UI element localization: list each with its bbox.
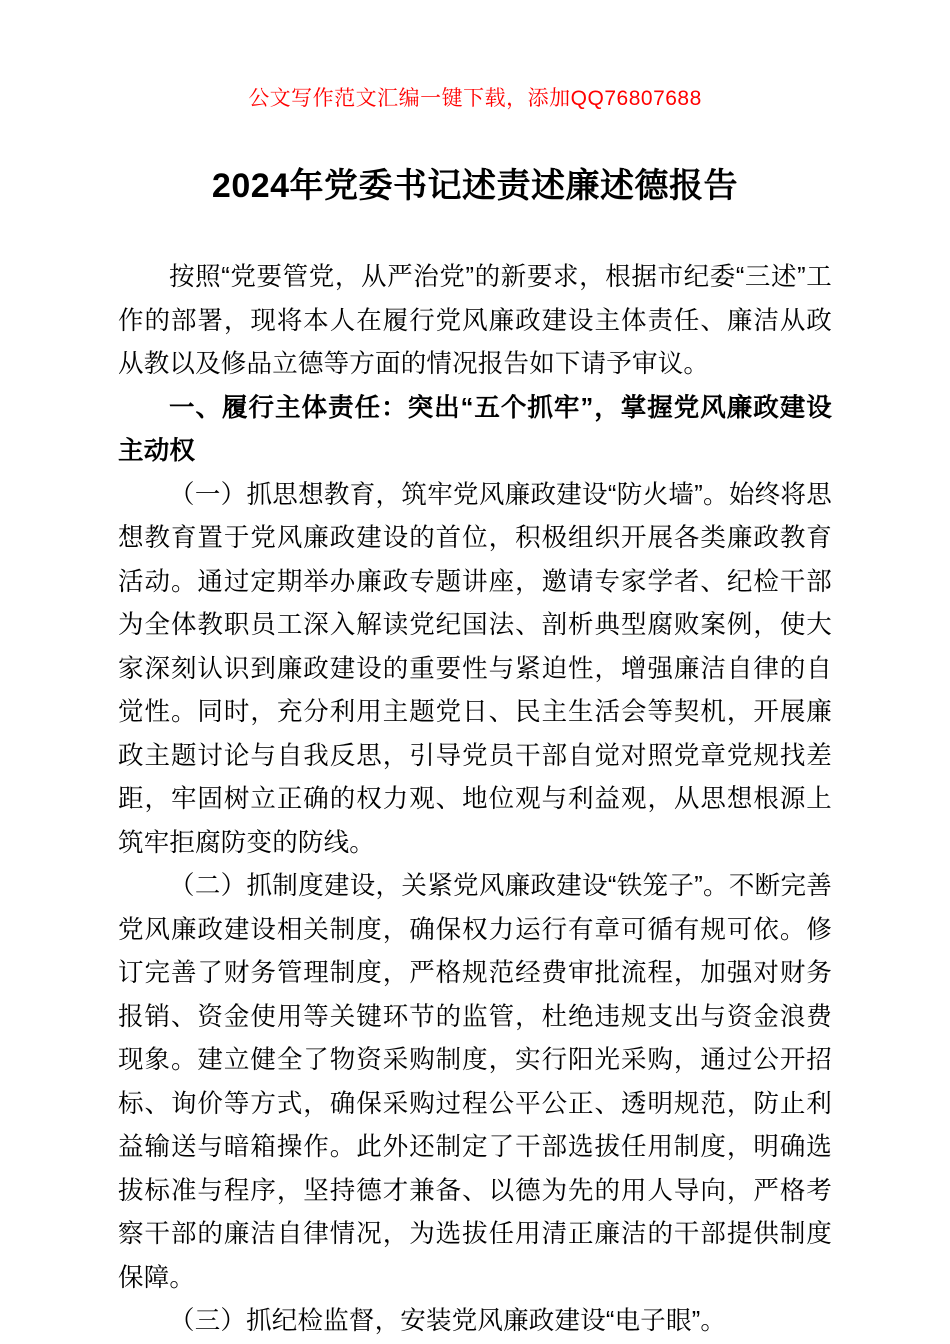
document-body	[118, 160, 832, 1344]
paragraph-section-1-2: （二）抓制度建设，关紧党风廉政建设“铁笼子”。不断完善党风廉政建设相关制度，确保权力运行有章可循有规可依。修订完善了财务管理制度，严格规范经费审批流程，加强对财务报销、资金使用等关键环节的监管，杜绝违规支出与资金浪费现象。建立健全了物资采购制度，实行阳光采购，通过公开招标、询价等方式，确保采购过程公平公正、透明规范，防止利益输送与暗箱操作。此外还制定了干部选拔任用制度，明确选拔标准与程序，坚持德才兼备、以德为先的用人导向，严格考察干部的廉洁自律情况，为选拔任用清正廉洁的干部提供制度保障。	[118, 872, 832, 1292]
watermark-text: 公文写作范文汇编一键下载，添加QQ76807688	[248, 87, 702, 110]
paragraph-intro: 按照“党要管党，从严治党”的新要求，根据市纪委“三述”工作的部署，现将本人在履行党风廉政建设主体责任、廉洁从政从教以及修品立德等方面的情况报告如下请予审议。	[118, 263, 832, 378]
paragraph-section-1-heading: 一、履行主体责任：突出“五个抓牢”，掌握党风廉政建设主动权	[118, 393, 832, 465]
page-title: 2024年党委书记述责述廉述德报告	[211, 167, 739, 205]
paragraph-section-1-1: （一）抓思想教育，筑牢党风廉政建设“防火墙”。始终将思想教育置于党风廉政建设的首位，积极组织开展各类廉政教育活动。通过定期举办廉政专题讲座，邀请专家学者、纪检干部为全体教职员工深入解读党纪国法、剖析典型腐败案例，使大家深刻认识到廉政建设的重要性与紧迫性，增强廉洁自律的自觉性。同时，充分利用主题党日、民主生活会等契机，开展廉政主题讨论与自我反思，引导党员干部自觉对照党章党规找差距，牢固树立正确的权力观、地位观与利益观，从思想根源上筑牢拒腐防变的防线。	[118, 480, 832, 857]
paragraph-section-1-3: （三）抓纪检监督，安装党风廉政建设“电子眼”。	[169, 1307, 727, 1335]
